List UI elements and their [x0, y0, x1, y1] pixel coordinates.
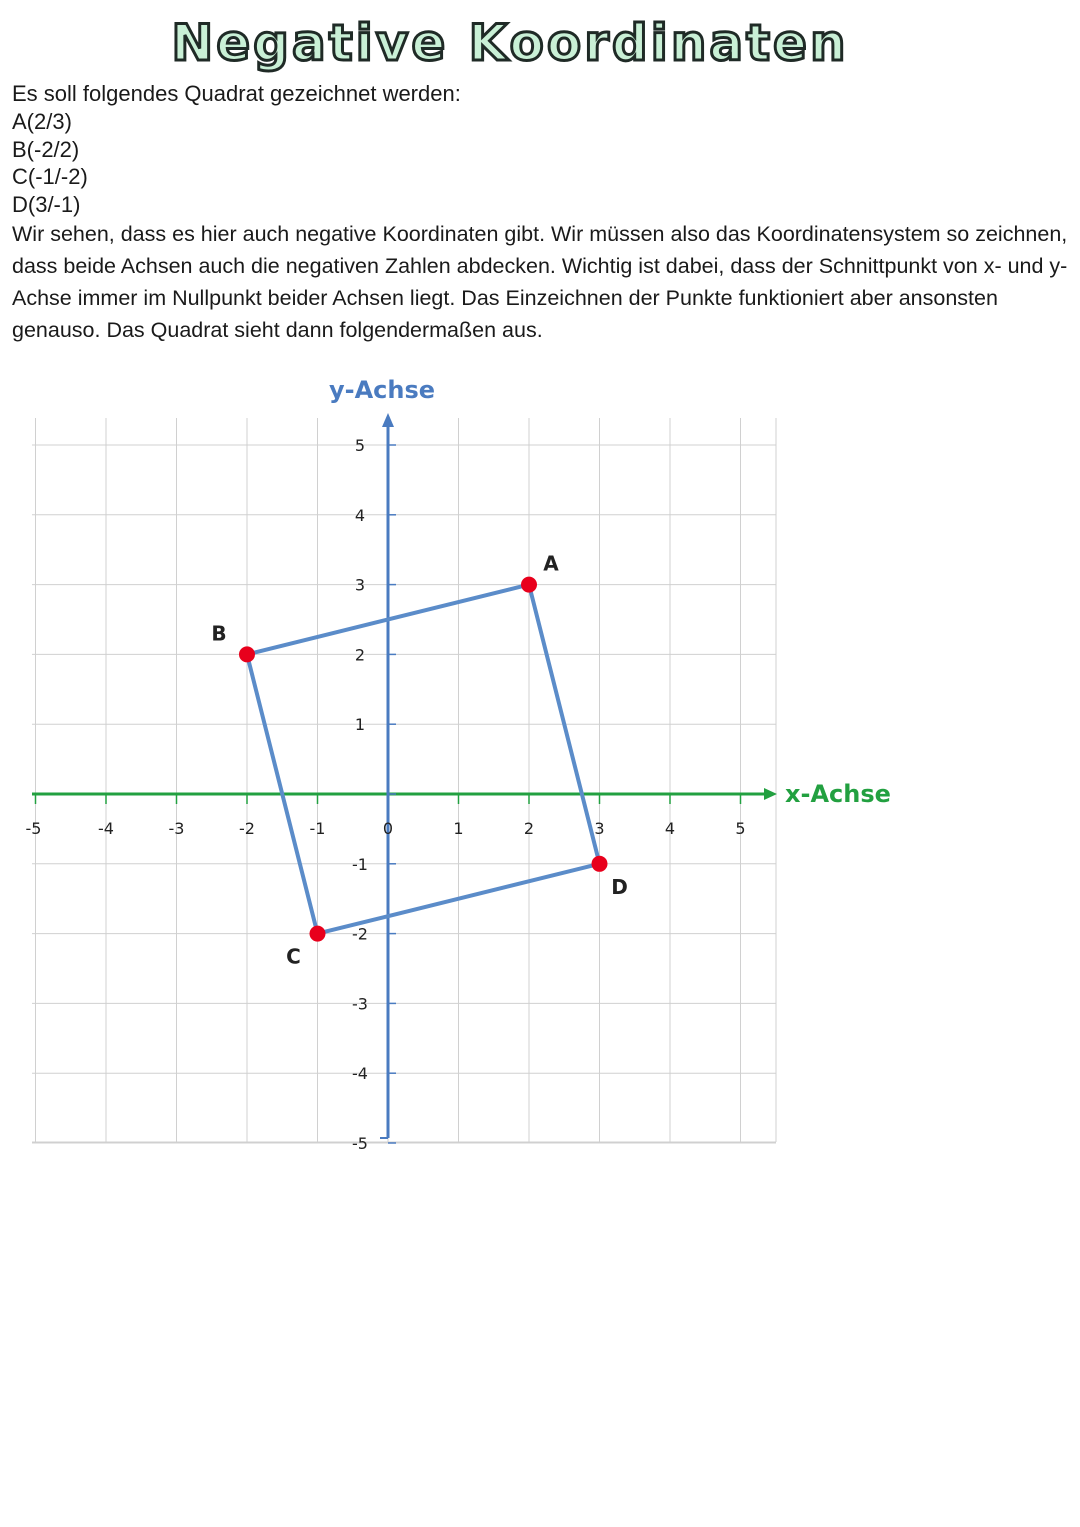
x-tick-label: -4: [98, 819, 114, 838]
x-tick-label: 4: [664, 819, 676, 838]
y-tick-label: 1: [354, 715, 366, 735]
explanation-paragraph: Wir sehen, dass es hier auch negative Koordinaten gibt. Wir müssen also das Koordinatensystem so zeichnen, dass beide Achsen auch die negativen Zahlen abdecken. Wichtig ist dabei, dass der Schnittpunkt von x- und y-Achse immer im Nullpunkt beider Achsen liegt. Das Einzeichnen der Punkte funktioniert aber ansonsten genauso. Das Quadrat sieht dann folgendermaßen aus.: [12, 222, 1068, 342]
x-tick-label: -3: [168, 819, 185, 838]
x-tick-label: -2: [239, 819, 255, 838]
y-tick-label: 5: [354, 436, 366, 455]
square-outline: [247, 585, 600, 934]
y-tick-label: 4: [354, 505, 366, 525]
point-d: [592, 856, 608, 872]
x-tick-label: 2: [523, 819, 535, 838]
title-graphic: [0, 6, 1080, 76]
point-label-b: B: [211, 621, 227, 646]
intro-text: Es soll folgendes Quadrat gezeichnet werden:: [12, 81, 461, 106]
point-b: [239, 646, 255, 662]
y-tick-label: -2: [352, 924, 368, 944]
point-list-item: D(3/-1): [12, 191, 81, 217]
x-axis-arrow: [764, 788, 777, 800]
y-tick-label: 2: [354, 645, 366, 665]
y-tick-label: -3: [352, 994, 368, 1014]
x-tick-label: 0: [382, 819, 394, 838]
page-title: Negative Koordinaten: [171, 14, 849, 72]
y-tick-label: -5: [352, 1134, 368, 1153]
x-tick-label: -5: [25, 819, 42, 838]
point-label-c: C: [286, 944, 301, 969]
points-list: [12, 108, 1076, 218]
coordinate-figure: [0, 360, 1080, 1160]
y-tick-label: 3: [354, 575, 366, 595]
y-tick-label: -1: [352, 854, 368, 874]
coordinate-system-chart: [0, 360, 1080, 1160]
point-list-item: C(-1/-2): [12, 164, 88, 189]
point-list-item: B(-2/2): [12, 136, 80, 162]
x-tick-label: 3: [594, 819, 605, 838]
document-body: [12, 80, 1076, 346]
x-tick-label: -1: [309, 819, 326, 838]
point-a: [521, 577, 537, 593]
x-axis-title: x-Achse: [785, 780, 891, 808]
point-label-d: D: [611, 874, 628, 899]
y-axis-title: y-Achse: [328, 376, 436, 404]
title-banner: [0, 6, 1080, 76]
y-axis-arrow: [382, 413, 394, 427]
x-tick-label: 5: [735, 819, 746, 838]
point-list-item: A(2/3): [12, 109, 72, 134]
x-tick-label: 1: [453, 819, 464, 838]
y-tick-label: -4: [352, 1064, 368, 1084]
point-label-a: A: [543, 551, 559, 576]
point-c: [310, 926, 326, 942]
